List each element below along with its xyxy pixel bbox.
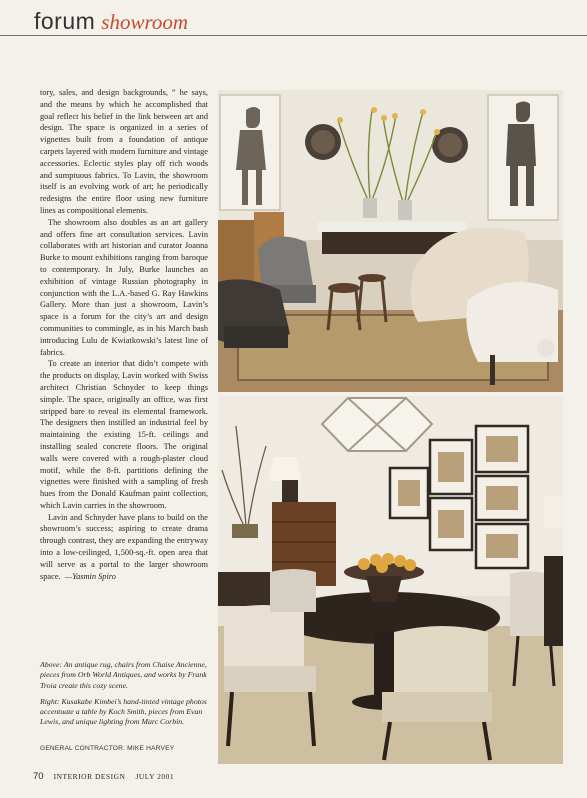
page-footer <box>33 771 174 782</box>
publication-name: INTERIOR DESIGN <box>53 772 126 781</box>
article-paragraph-3: To create an interior that didn’t compete with the products on display, Lavin worked with Swiss architect Christian Schnyder to keep things simple. The space, originally an office, was first stripped bare to reveal its elemental framework. The designers then instilled an industrial feel by maintaining the existing 15-ft. ceilings and installing sealed concrete floors. The original walls were covered with a rough-plaster cloud motif, while the 8-ft. partitions defining the vignettes were finished with a sampling of fresh hues from the Donald Kaufman paint collection, which Lavin carries in the showroom. <box>40 359 208 510</box>
article-paragraph-4-text: Lavin and Schnyder have plans to build on the showroom’s success; aspiring to create drama through contrast, they are expanding the entryway into a low-ceilinged, 1,500-sq.-ft. open area that will serve as a portal to the larger showroom space. <box>40 512 208 581</box>
photo-bottom-illustration <box>218 396 563 764</box>
article-paragraph-4 <box>40 512 208 583</box>
photo-top-living-room <box>218 90 563 392</box>
section-title: forum <box>34 8 96 34</box>
photo-top-illustration <box>218 90 563 392</box>
header-rule <box>0 35 587 36</box>
publication-date: JULY 2001 <box>135 772 175 781</box>
caption-right: Right: Kusakabe Kimbei’s hand-tinted vintage photos accentuate a table by Koch Smith, pieces from Evan Lewis, and unique lighting from Marc Corbin. <box>40 696 207 727</box>
article-body <box>40 87 208 582</box>
section-header <box>34 8 188 38</box>
article-paragraph-2: The showroom also doubles as an art gallery and offers fine art consultation services. Lavin collaborates with art historian and curator Joanna Burke to mount exhibitions ranging from baroque to contemporary. In July, Burke launches an exhibition of vintage Russian photography in conjunction with the L.A.-based G. Ray Hawkins Gallery. More than just a showroom, Lavin’s space is a forum for the city’s art and design communities to commingle, as in his March bash introducing Lulu de Kwiatkowski’s latest line of fabrics. <box>40 217 208 357</box>
photo-bottom-dining-area <box>218 396 563 764</box>
photo-captions <box>40 660 210 734</box>
contractor-credit: GENERAL CONTRACTOR: MIKE HARVEY <box>40 745 175 752</box>
section-subtitle: showroom <box>101 10 189 34</box>
article-byline: —Yasmin Spiro <box>64 571 116 581</box>
page-number: 70 <box>33 771 44 782</box>
caption-above: Above: An antique rug, chairs from Chaise Ancienne, pieces from Orb World Antiques, and works by Frank Troia create this cozy scene. <box>40 660 207 690</box>
article-paragraph-1: tory, sales, and design backgrounds, ” he says, and the means by which he accomplished that goal reflect his belief in the link between art and design. The space is organized in a series of vignettes built from a foundation of antique carpets layered with modern furniture and vintage accessories. Eclectic styles play off rich woods and sumptuous fabrics. To Lavin, the showroom itself is an evolving work of art; he periodically redesigns the entire floor using new furniture lines as compositional elements. <box>40 88 208 215</box>
